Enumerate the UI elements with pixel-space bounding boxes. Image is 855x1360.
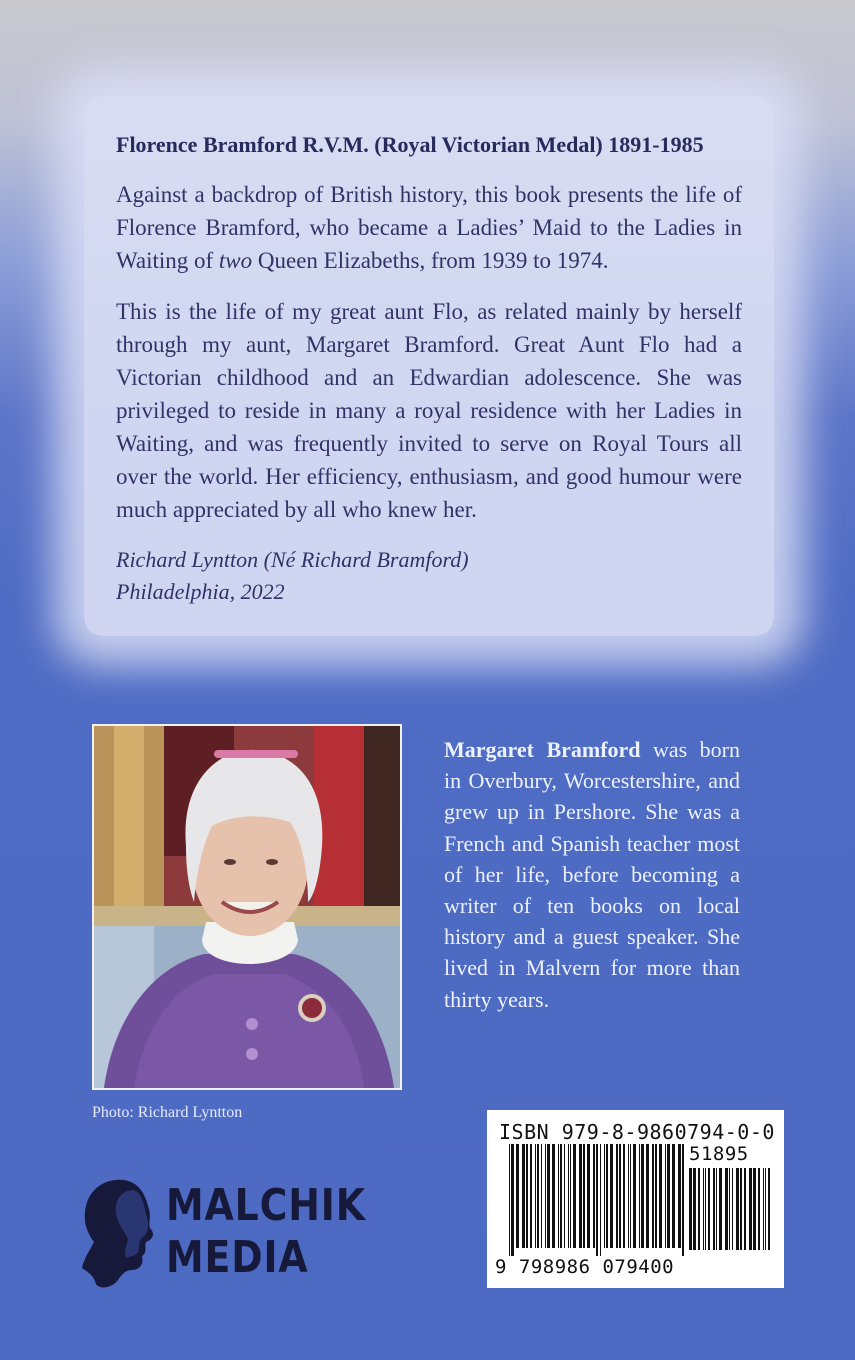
barcode-bar bbox=[610, 1144, 613, 1248]
barcode-bar bbox=[703, 1168, 704, 1250]
ean-barcode-bars bbox=[509, 1144, 687, 1256]
barcode-bar bbox=[628, 1144, 629, 1248]
barcode-bar bbox=[623, 1144, 625, 1248]
barcode-bar bbox=[583, 1144, 585, 1248]
barcode-bar bbox=[665, 1144, 666, 1248]
barcode-bar bbox=[573, 1144, 576, 1248]
addon-barcode-bars bbox=[689, 1168, 771, 1258]
signature-place-date: Philadelphia, 2022 bbox=[116, 579, 285, 604]
barcode-bar bbox=[705, 1168, 706, 1250]
barcode-bar bbox=[672, 1144, 675, 1248]
barcode-bar bbox=[600, 1144, 601, 1256]
blurb-paragraph-1: Against a backdrop of British history, this book presents the life of Florence Bramford, who became a Ladies’ Maid to the Ladies in Waiting of two Queen Elizabeths, from 1939 to 1974. bbox=[116, 182, 742, 273]
author-name: Margaret Bramford bbox=[444, 737, 641, 762]
publisher-name-line1: MALCHIK bbox=[166, 1180, 366, 1231]
ean-number: 9 798986 079400 bbox=[495, 1256, 675, 1278]
barcode-bar bbox=[652, 1144, 654, 1248]
barcode-bar bbox=[596, 1144, 598, 1256]
barcode-bar bbox=[639, 1144, 640, 1248]
barcode-bar bbox=[552, 1144, 555, 1248]
barcode-bar bbox=[579, 1144, 582, 1248]
barcode-bar bbox=[541, 1144, 542, 1248]
barcode-bar bbox=[698, 1168, 700, 1250]
barcode-bar bbox=[693, 1168, 696, 1250]
barcode-bar bbox=[593, 1144, 595, 1248]
barcode-bar bbox=[564, 1144, 565, 1248]
barcode-bar bbox=[522, 1144, 525, 1248]
isbn-barcode bbox=[487, 1110, 784, 1288]
author-photo bbox=[92, 724, 402, 1090]
barcode-bar bbox=[729, 1168, 730, 1250]
barcode-bar bbox=[619, 1144, 621, 1248]
barcode-bar bbox=[511, 1144, 514, 1256]
barcode-bar bbox=[570, 1144, 571, 1248]
barcode-bar bbox=[758, 1168, 760, 1250]
barcode-bar bbox=[763, 1168, 764, 1250]
barcode-bar bbox=[606, 1144, 608, 1248]
barcode-bar bbox=[545, 1144, 546, 1248]
barcode-bar bbox=[537, 1144, 539, 1248]
signature-name: Richard Lyntton (Né Richard Bramford) bbox=[116, 547, 469, 572]
photo-caption: Photo: Richard Lyntton bbox=[92, 1104, 243, 1121]
barcode-bar bbox=[725, 1168, 728, 1250]
barcode-bar bbox=[719, 1168, 722, 1250]
barcode-bar bbox=[526, 1144, 528, 1248]
barcode-bar bbox=[678, 1144, 681, 1248]
barcode-bar bbox=[716, 1168, 717, 1250]
barcode-bar bbox=[516, 1144, 519, 1248]
profile-silhouette-icon bbox=[78, 1176, 160, 1292]
barcode-bar bbox=[630, 1144, 631, 1248]
barcode-bar bbox=[667, 1144, 670, 1248]
barcode-bar bbox=[655, 1144, 657, 1248]
barcode-bar bbox=[736, 1168, 739, 1250]
blurb bbox=[116, 130, 742, 608]
barcode-bar bbox=[768, 1168, 770, 1250]
barcode-bar bbox=[689, 1168, 692, 1250]
blurb-paragraph-2: This is the life of my great aunt Flo, as related mainly by herself through my aunt, Margaret Bramford. Great Aunt Flo had a Victorian childhood and an Edwardian adolescence. She was privileged to reside in many a royal residence with her Ladies in Waiting, and was frequently invited to serve on Royal Tours all over the world. Her efficiency, enthusiasm, and good humour were much appreciated by all who knew her. bbox=[116, 299, 742, 522]
isbn-number: ISBN 979-8-9860794-0-0 bbox=[499, 1120, 775, 1144]
barcode-bar bbox=[765, 1168, 766, 1250]
barcode-bar bbox=[749, 1168, 752, 1250]
publisher-name-line2: MEDIA bbox=[166, 1232, 309, 1283]
barcode-bar bbox=[568, 1144, 569, 1248]
barcode-bar bbox=[535, 1144, 536, 1248]
barcode-bar bbox=[740, 1168, 742, 1250]
barcode-bar bbox=[558, 1144, 559, 1248]
author-bio-text: was born in Overbury, Worcestershire, and grew up in Pershore. She was a French and Spanish teacher most of her life, before becoming a writer of ten books on local history and a guest speaker. She lived in Malvern for more than thirty years. bbox=[444, 737, 741, 1012]
barcode-bar bbox=[641, 1144, 644, 1248]
publisher-logo bbox=[78, 1176, 378, 1292]
barcode-bar bbox=[547, 1144, 550, 1248]
barcode-bar bbox=[753, 1168, 756, 1250]
barcode-bar bbox=[509, 1144, 510, 1256]
barcode-bar bbox=[708, 1168, 710, 1250]
barcode-bar bbox=[560, 1144, 562, 1248]
barcode-bar bbox=[713, 1168, 715, 1250]
barcode-bar bbox=[530, 1144, 532, 1248]
blurb-heading: Florence Bramford R.V.M. (Royal Victorian Medal) 1891-1985 bbox=[116, 132, 704, 157]
barcode-bar bbox=[682, 1144, 684, 1256]
barcode-bar bbox=[604, 1144, 605, 1248]
barcode-bar bbox=[732, 1168, 733, 1250]
barcode-bar bbox=[744, 1168, 746, 1250]
barcode-bar bbox=[616, 1144, 618, 1248]
barcode-bar bbox=[659, 1144, 662, 1248]
barcode-bar bbox=[646, 1144, 649, 1248]
author-bio bbox=[444, 734, 740, 1015]
barcode-bar bbox=[587, 1144, 590, 1248]
author-portrait-image bbox=[94, 726, 400, 1088]
barcode-bar bbox=[633, 1144, 636, 1248]
blurb-signature bbox=[116, 544, 742, 608]
price-code: 51895 bbox=[689, 1143, 749, 1165]
